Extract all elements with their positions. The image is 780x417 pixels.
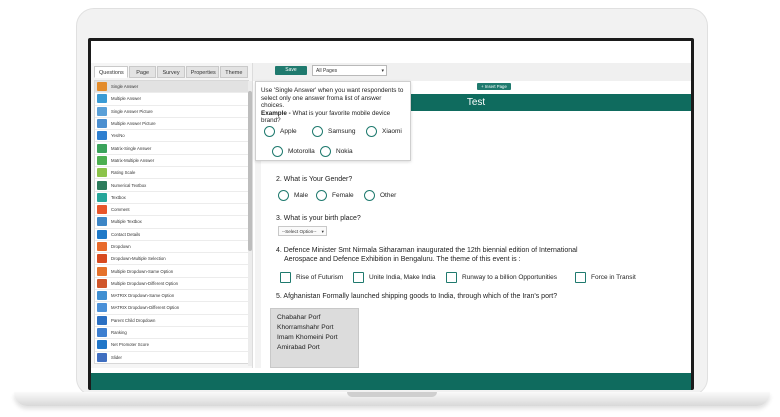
option-nokia[interactable] [320, 146, 353, 157]
option-force-in-transit[interactable] [575, 272, 636, 283]
question-type-item[interactable] [95, 106, 248, 118]
question-type-item[interactable] [95, 167, 248, 179]
option-xiaomi[interactable] [366, 126, 402, 137]
question-type-item[interactable] [95, 290, 248, 302]
option-label: Force in Transit [591, 274, 636, 281]
option-label: Runway to a billion Opportunities [462, 274, 558, 281]
question-type-item[interactable] [95, 179, 248, 191]
question-type-label: Dropdown [111, 244, 131, 249]
tab-properties[interactable]: Properties [186, 66, 219, 78]
question-type-label: Single Answer Picture [111, 108, 153, 114]
tab-questions[interactable]: Questions [94, 66, 128, 78]
question-3-text: 3. What is your birth place? [276, 215, 361, 222]
insert-page-button[interactable] [477, 83, 511, 90]
checkbox-icon [353, 272, 364, 283]
option-rise-of-futurism[interactable] [280, 272, 343, 283]
option-label: Apple [280, 127, 297, 135]
slider-icon [97, 353, 107, 362]
option-label: Male [294, 192, 309, 199]
question-type-item[interactable] [95, 278, 248, 290]
list-item[interactable]: Imam Khomeini Port [277, 334, 338, 341]
question-type-item[interactable] [95, 327, 248, 339]
matrix-icon [97, 156, 107, 165]
dropdown-same-icon [97, 267, 107, 276]
question-type-label: Rating Scale [111, 170, 136, 176]
option-label: Xiaomi [382, 127, 402, 135]
question-type-label: Matrix-Multiple Answer [111, 157, 155, 163]
option-label: Nokia [336, 147, 353, 155]
panel-scrollbar[interactable] [248, 81, 252, 366]
multi-textbox-icon [97, 217, 107, 226]
question-type-item[interactable] [95, 302, 248, 314]
contact-icon [97, 230, 107, 239]
list-item[interactable]: Khorramshahr Port [277, 324, 334, 331]
question-type-label: Parent Child Dropdown [111, 317, 156, 323]
chevron-down-icon: ▾ [321, 229, 324, 234]
pages-select-value: All Pages [316, 68, 338, 74]
question-type-label: Numerical Textbox [111, 182, 147, 188]
question-type-label: Multiple Answer Picture [111, 121, 156, 127]
tooltip-example [261, 110, 405, 125]
question-5-text: 5. Afghanistan Formally launched shipping goods to India, through which of the Iran's port? [276, 293, 558, 300]
example-label: Example - [261, 109, 291, 117]
question-type-label: Net Promoter Score [111, 342, 149, 348]
question-types-panel [91, 63, 253, 368]
numeric-icon [97, 181, 107, 190]
option-label: Samsung [328, 127, 356, 135]
tab-page[interactable]: Page [129, 66, 156, 78]
option-unite-india[interactable] [353, 272, 435, 283]
question-type-item[interactable] [95, 192, 248, 204]
question-type-list [94, 80, 249, 364]
radio-icon [316, 190, 327, 201]
option-label: Rise of Futurism [296, 274, 344, 281]
option-samsung[interactable] [312, 126, 355, 137]
question-type-label: MATRIX Dropdown-Same Option [111, 293, 175, 299]
matrix-icon [97, 144, 107, 153]
app-screen [91, 41, 691, 390]
radio-icon [272, 146, 283, 157]
question-type-label: Matrix-Single Answer [111, 145, 152, 151]
option-female[interactable] [316, 190, 354, 201]
question-type-label: Yes/No [111, 133, 125, 139]
list-item[interactable]: Amirabad Port [277, 344, 320, 351]
question-type-item[interactable] [95, 241, 248, 253]
checkbox-icon [97, 94, 107, 103]
footer-bar [91, 373, 691, 390]
birth-place-select[interactable] [278, 226, 327, 236]
question-type-item[interactable] [95, 93, 248, 105]
question-type-item[interactable] [95, 142, 248, 154]
question-type-label: Textbox [111, 194, 126, 200]
question-4-text-line2: Aerospace and Defence Exhibition in Bengaluru. The theme of this event is : [284, 256, 521, 263]
option-male[interactable] [278, 190, 308, 201]
question-type-item[interactable] [95, 118, 248, 130]
question-type-item[interactable] [95, 339, 248, 351]
checkbox-icon [575, 272, 586, 283]
parent-child-icon [97, 316, 107, 325]
option-motorolla[interactable] [272, 146, 315, 157]
nps-icon [97, 340, 107, 349]
radio-icon [366, 126, 377, 137]
question-type-label: Multiple Answer [111, 96, 142, 102]
port-listbox[interactable] [270, 308, 359, 368]
question-type-item[interactable] [95, 216, 248, 228]
radio-icon [320, 146, 331, 157]
question-type-label: Contact Details [111, 231, 141, 237]
chevron-down-icon: ▾ [381, 68, 384, 74]
radio-icon [312, 126, 323, 137]
question-type-label: MATRIX Dropdown-Different Option [111, 305, 180, 311]
question-type-label: Dropdown-Multiple Selection [111, 256, 166, 262]
question-type-item[interactable] [95, 130, 248, 142]
example-text: What is your favorite mobile device brand? [261, 109, 391, 124]
option-runway[interactable] [446, 272, 557, 283]
checkbox-icon [446, 272, 457, 283]
save-button[interactable]: Save [275, 66, 307, 75]
checkbox-icon [280, 272, 291, 283]
question-type-item[interactable] [95, 229, 248, 241]
tooltip-description: Use 'Single Answer' when you want respondents to select only one answer froma list of answer choices. [261, 87, 404, 109]
option-other[interactable] [364, 190, 396, 201]
plus-icon: + [481, 84, 485, 89]
insert-page-label: Insert Page [484, 84, 507, 89]
question-type-label: Multiple Textbox [111, 219, 142, 225]
picture-icon [97, 107, 107, 116]
question-type-item[interactable] [95, 315, 248, 327]
question-type-label: Comment [111, 207, 130, 213]
question-type-item[interactable] [95, 81, 248, 93]
dropdown-icon [97, 242, 107, 251]
question-type-label: Slider [111, 354, 122, 360]
pictures-icon [97, 119, 107, 128]
option-label: Unite India, Make India [369, 274, 436, 281]
list-item[interactable]: Chabahar Porf [277, 314, 321, 321]
question-type-label: Multiple Dropdown-Same Option [111, 268, 174, 274]
question-type-item[interactable] [95, 352, 248, 364]
question-type-item[interactable] [95, 204, 248, 216]
dropdown-diff-icon [97, 279, 107, 288]
textbox-icon [97, 193, 107, 202]
option-label: Female [332, 192, 354, 199]
tab-survey[interactable]: Survey [157, 66, 184, 78]
survey-title: Test [261, 94, 691, 111]
question-type-label: Multiple Dropdown-Different Option [111, 280, 179, 286]
tab-theme[interactable]: Theme [220, 66, 248, 78]
question-type-item[interactable] [95, 253, 248, 265]
comment-icon [97, 205, 107, 214]
question-4-text-line1: 4. Defence Minister Smt Nirmala Sitharaman inaugurated the 12th biennial edition of International [276, 247, 578, 254]
laptop-notch [347, 392, 437, 397]
radio-icon [278, 190, 289, 201]
question-2-text: 2. What is Your Gender? [276, 176, 353, 183]
rating-icon [97, 168, 107, 177]
scroll-thumb[interactable] [248, 91, 252, 251]
radio-icon [264, 126, 275, 137]
matrix-dropdown-icon [97, 291, 107, 300]
matrix-dropdown-icon [97, 303, 107, 312]
dropdown-multi-icon [97, 254, 107, 263]
question-type-item[interactable] [95, 265, 248, 277]
pages-select[interactable] [312, 65, 387, 76]
panel-tabs [94, 66, 249, 80]
option-label: Other [380, 192, 397, 199]
question-type-label: Single Answer [111, 84, 139, 90]
ranking-icon [97, 328, 107, 337]
select-value: --Select Option-- [282, 229, 317, 234]
question-type-label: Ranking [111, 330, 127, 336]
question-type-tooltip [255, 81, 411, 161]
question-type-item[interactable] [95, 155, 248, 167]
radio-icon [364, 190, 375, 201]
option-apple[interactable] [264, 126, 297, 137]
radio-icon [97, 82, 107, 91]
option-label: Motorolla [288, 147, 315, 155]
toggle-icon [97, 131, 107, 140]
